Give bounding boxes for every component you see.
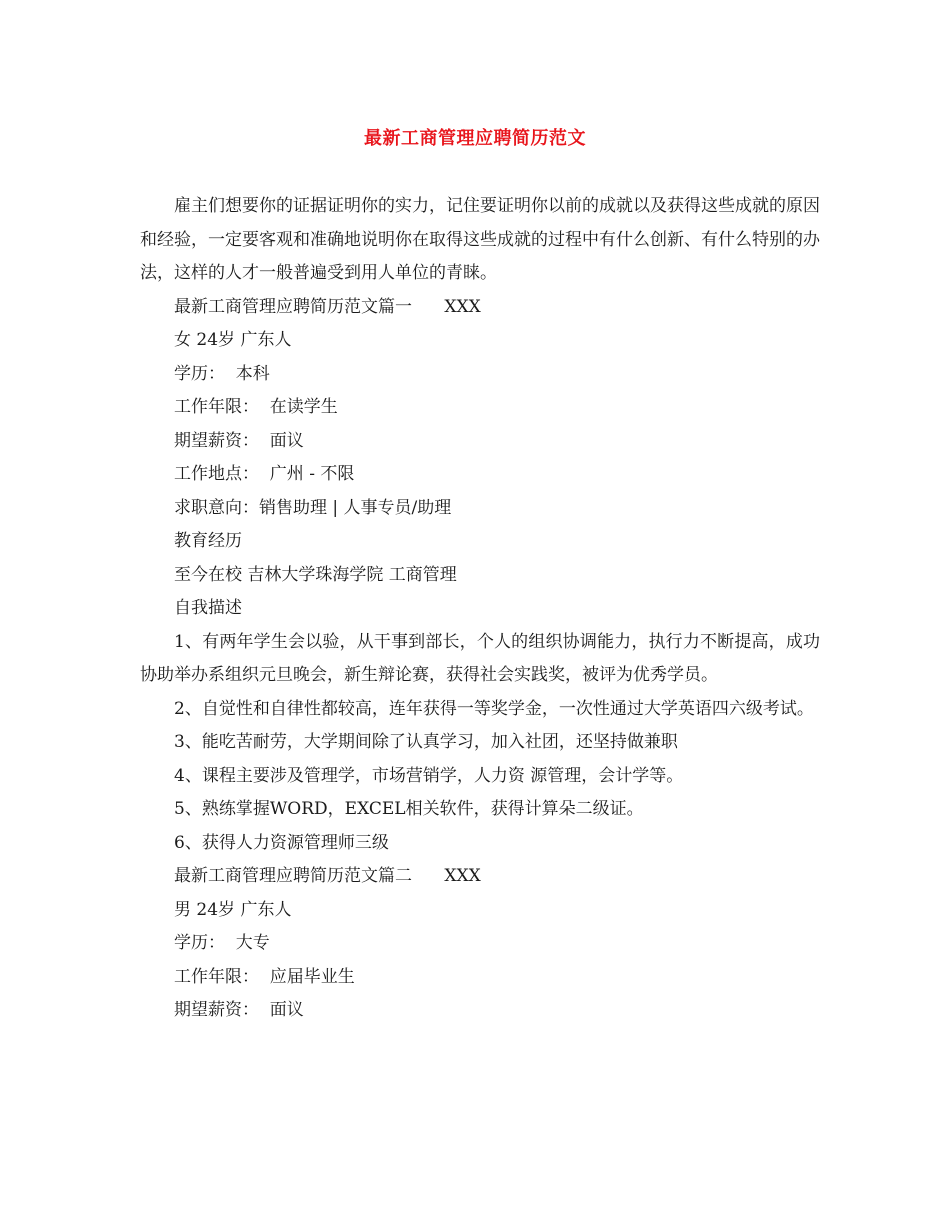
self-item: 6、获得人力资源管理师三级 bbox=[174, 832, 389, 853]
resume1-intention: 求职意向：销售助理 | 人事专员/助理 bbox=[174, 497, 452, 518]
resume2-heading: 最新工商管理应聘简历范文篇二 XXX bbox=[174, 866, 481, 886]
resume2-work-years: 工作年限： 应届毕业生 bbox=[174, 966, 355, 987]
resume1-education-heading: 教育经历 bbox=[174, 531, 242, 551]
resume1-heading: 最新工商管理应聘简历范文篇一 XXX bbox=[174, 296, 481, 317]
resume1-education-detail: 至今在校 吉林大学珠海学院 工商管理 bbox=[174, 564, 457, 585]
self-item: 1、有两年学生会以验，从干事到部长，个人的组织协调能力，执行力不断提高，成功协助举办系组织元旦晚会，新生辩论赛，获得社会实践奖，被评为优秀学员。 bbox=[140, 631, 820, 685]
self-item: 2、自觉性和自律性都较高，连年获得一等奖学金，一次性通过大学英语四六级考试。 bbox=[174, 698, 814, 719]
intro-paragraph: 雇主们想要你的证据证明你的实力，记住要证明你以前的成就以及获得这些成就的原因和经验，一定要客观和准确地说明你在取得这些成就的过程中有什么创新、有什么特别的办法，这样的人才一般普遍受到用人单位的青睐。 bbox=[140, 196, 820, 283]
resume1-education-level: 学历： 本科 bbox=[174, 363, 270, 384]
document-title: 最新工商管理应聘简历范文 bbox=[364, 128, 586, 149]
self-item: 3、能吃苦耐劳，大学期间除了认真学习，加入社团，还坚持做兼职 bbox=[174, 732, 678, 752]
resume2-basic-info: 男 24岁 广东人 bbox=[174, 899, 292, 920]
resume1-work-years: 工作年限： 在读学生 bbox=[174, 397, 338, 417]
resume1-self-heading: 自我描述 bbox=[174, 598, 242, 618]
resume1-basic-info: 女 24岁 广东人 bbox=[174, 330, 292, 350]
resume2-salary: 期望薪资： 面议 bbox=[174, 1000, 304, 1020]
self-item: 5、熟练掌握WORD，EXCEL相关软件，获得计算朵二级证。 bbox=[174, 799, 644, 819]
resume1-salary: 期望薪资： 面议 bbox=[174, 430, 304, 451]
document-body bbox=[140, 190, 820, 1028]
resume1-location: 工作地点： 广州 - 不限 bbox=[174, 464, 355, 484]
resume2-education-level: 学历： 大专 bbox=[174, 933, 270, 953]
self-item: 4、课程主要涉及管理学，市场营销学，人力资 源管理，会计学等。 bbox=[174, 765, 684, 786]
